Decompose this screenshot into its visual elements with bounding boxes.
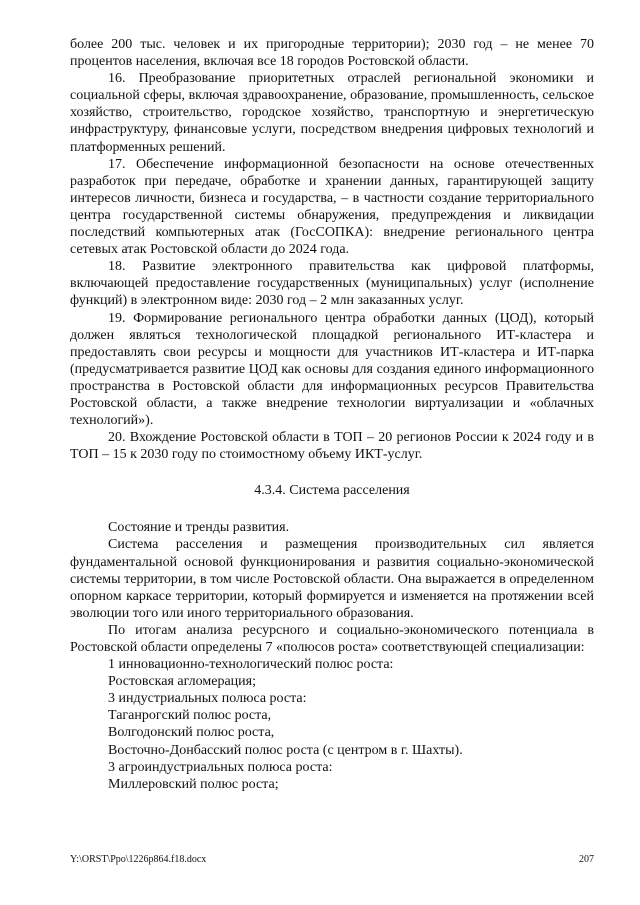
list-item: 3 индустриальных полюса роста:	[108, 691, 307, 707]
list-item: 3 агроиндустриальных полюса роста:	[108, 759, 333, 775]
paragraphs-top	[70, 36, 594, 463]
paragraph: 16. Преобразование приоритетных отраслей региональной экономики и социальной сферы, включая здравоохранение, образование, промышленность, сельское хозяйство, строительство, городское хозяйство, транспортную и энергетическую инфраструктуру, финансовые услуги, посредством внедрения цифровых технологий и платформенных решений.	[70, 71, 594, 155]
paragraph: 19. Формирование регионального центра обработки данных (ЦОД), который должен являться технологической площадкой регионального ИТ-кластера и предоставлять свои ресурсы и мощности для участников ИТ-кластера и ИТ-парка (предусматривается развитие ЦОД как основы для создания единого информационного пространства в Ростовской области для информационных ресурсов Правительства Ростовской области, а также внедрение технологии виртуализации и «облачных технологий»).	[70, 310, 594, 429]
paragraph: 20. Вхождение Ростовской области в ТОП – 20 регионов России к 2024 году и в ТОП – 15 к 2030 году по стоимостному объему ИКТ-услуг.	[70, 430, 594, 463]
list-item: Миллеровский полюс роста;	[108, 776, 279, 792]
list-item: 1 инновационно-технологический полюс роста:	[108, 657, 394, 673]
paragraph: более 200 тыс. человек и их пригородные территории); 2030 год – не менее 70 процентов населения, включая все 18 городов Ростовской области.	[70, 37, 594, 70]
paragraph: 18. Развитие электронного правительства как цифровой платформы, включающей предоставление государственных (муниципальных) услуг (исполнение функций) в электронном виде: 2030 год – 2 млн заказанных услуг.	[70, 259, 594, 309]
file-path: Y:\ORST\Ppo\1226p864.f18.docx	[70, 854, 207, 865]
list-item: Волгодонский полюс роста,	[108, 725, 275, 741]
list-item: Таганрогский полюс роста,	[108, 708, 272, 724]
list-item: Ростовская агломерация;	[108, 674, 256, 690]
paragraphs-bottom	[70, 519, 594, 793]
paragraph: Система расселения и размещения производительных сил является фундаментальной основой функционирования и развития социально-экономической системы территории, в том числе Ростовской области. Она выражается в определенном опорном каркасе территории, который формируется и изменяется на протяжении всей эволюции того или иного территориального образования.	[70, 537, 594, 621]
list-item: Восточно-Донбасский полюс роста (с центром в г. Шахты).	[108, 742, 463, 758]
section-heading: 4.3.4. Система расселения	[254, 483, 410, 499]
paragraph: Состояние и тренды развития.	[108, 520, 290, 536]
page-footer	[70, 854, 594, 866]
document-page	[70, 36, 594, 793]
page-number: 207	[579, 854, 594, 865]
paragraph: 17. Обеспечение информационной безопасности на основе отечественных разработок при передаче, обработке и хранении данных, гарантирующей защиту интересов личности, бизнеса и государства, – в частности создание территориального центра государственной системы обнаружения, предупреждения и ликвидации последствий компьютерных атак (ГосСОПКА): внедрение регионального центра сетевых атак Ростовской области до 2024 года.	[70, 156, 594, 258]
paragraph: По итогам анализа ресурсного и социально-экономического потенциала в Ростовской области определены 7 «полюсов роста» соответствующей специализации:	[70, 622, 594, 655]
